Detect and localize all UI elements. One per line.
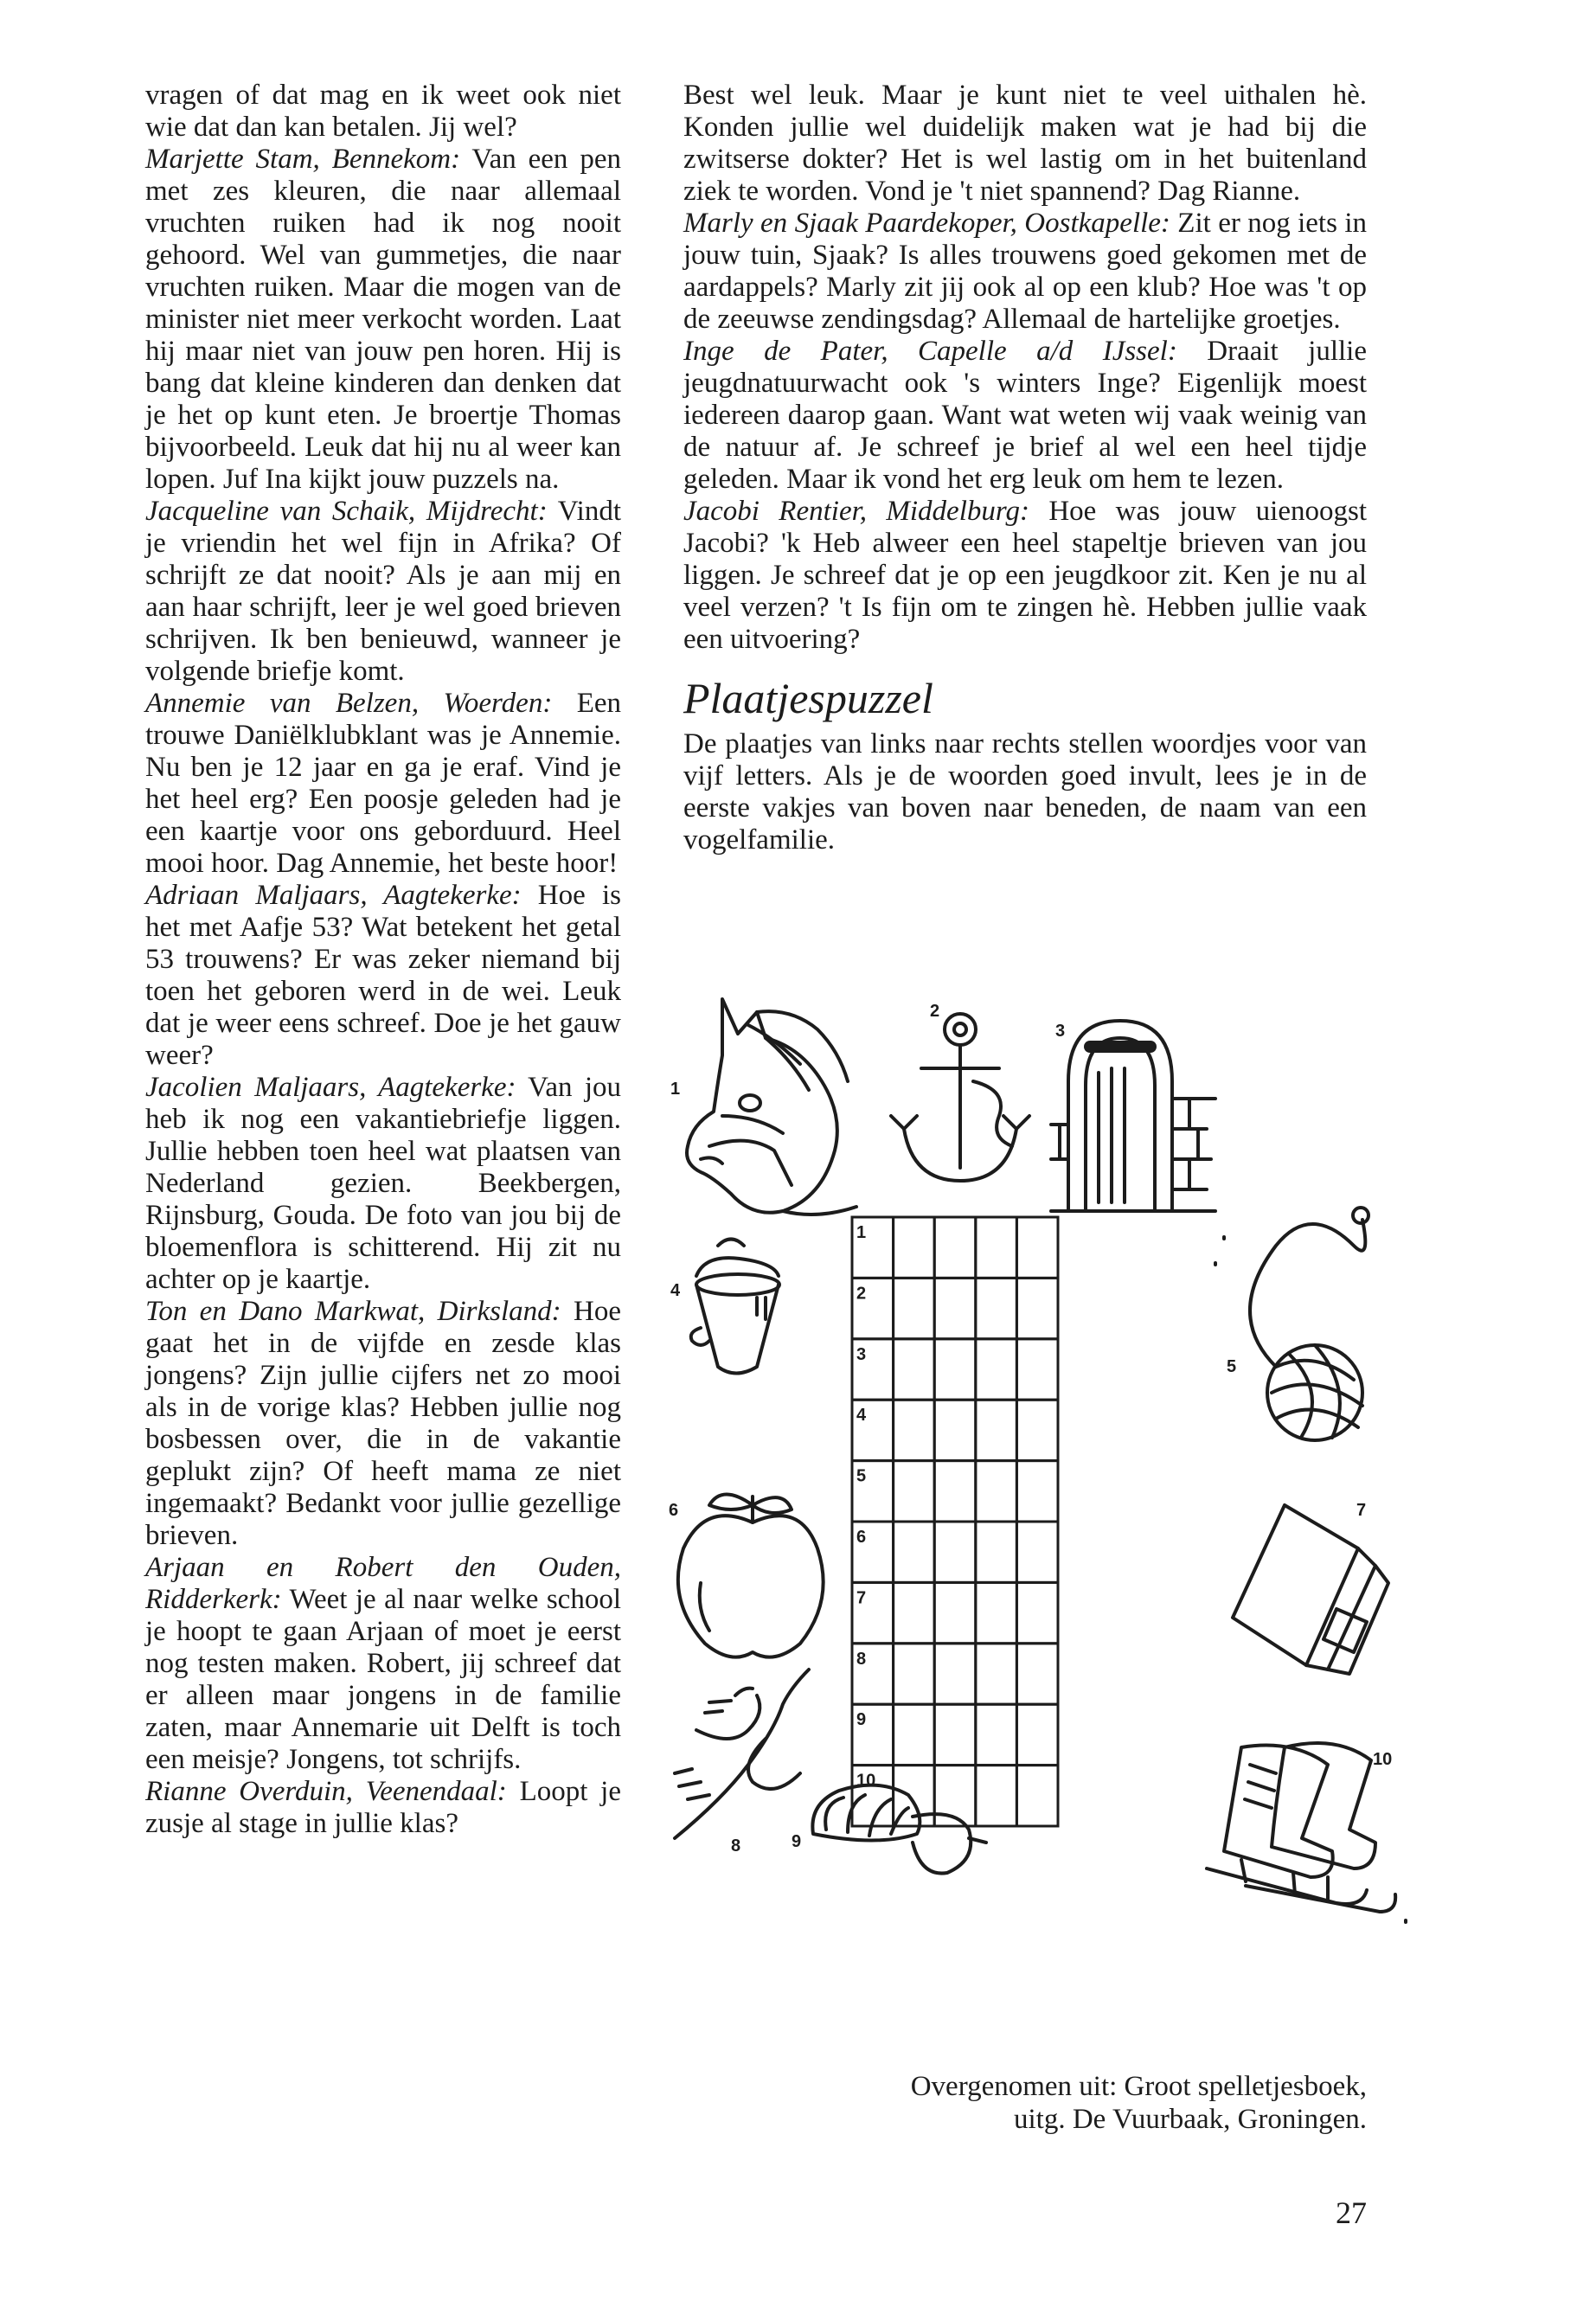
- row-number: 3: [856, 1344, 867, 1364]
- grid-cell[interactable]: [1016, 1339, 1058, 1400]
- grid-cell[interactable]: [894, 1461, 935, 1522]
- letter-reply: Adriaan Maljaars, Aagtekerke: Hoe is het met Aafje 53? Wat betekent het getal 53 trouwens? Er was zeker niemand bij toen het geboren werd in de wei. Leuk dat je weer eens schreef. Doe je het gauw weer?: [145, 880, 621, 1071]
- grid-cell[interactable]: [976, 1522, 1017, 1582]
- row-number: 6: [856, 1528, 867, 1547]
- letter-reply: Arjaan en Robert den Ouden, Ridderkerk: Weet je al naar welke school je hoopt te gaan Arjaan of moet je eerst nog testen maken. Robert, jij schreef dat er alleen maar jongens in de familie zaten, maar Annemarie uit Delft is toch een meisje? Jongens, tot schrijfs.: [145, 1552, 621, 1775]
- crossword-grid: [852, 1217, 1058, 1826]
- row-number: 2: [856, 1284, 867, 1304]
- arched-gate-icon: [1051, 1021, 1215, 1211]
- grid-cell[interactable]: [1016, 1461, 1058, 1522]
- picture-number: 9: [792, 1832, 802, 1851]
- anchor-icon: [891, 1014, 1029, 1181]
- row-number: 8: [856, 1649, 867, 1669]
- row-number: 10: [856, 1771, 876, 1791]
- letter-reply: Rianne Overduin, Veenendaal: Loopt je zusje al stage in jullie klas?: [145, 1776, 621, 1839]
- letter-reply: Ton en Dano Markwat, Dirksland: Hoe gaat het in de vijfde en zesde klas jongens? Zijn jullie cijfers net zo mooi als in de vorige klas? Hebben jullie nog bosbessen over, die in de vakantie geplukt zijn? Of heeft mama ze niet ingemaakt? Bedankt voor jullie gezellige brieven.: [145, 1296, 621, 1551]
- row-number: 7: [856, 1588, 867, 1608]
- ice-skates-icon: [1207, 1743, 1395, 1912]
- puzzle-illustration: [670, 986, 1397, 1990]
- grid-cell[interactable]: [934, 1400, 976, 1460]
- river-landscape-icon: [675, 1670, 809, 1838]
- picture-puzzle: [670, 986, 1397, 1990]
- grid-cell[interactable]: [934, 1522, 976, 1582]
- credit: [744, 2070, 1367, 2136]
- grid-cell[interactable]: [1016, 1644, 1058, 1704]
- grid-cell[interactable]: [894, 1278, 935, 1338]
- picture-number: 3: [1055, 1022, 1066, 1041]
- picture-number: 2: [930, 1002, 940, 1021]
- grid-cell[interactable]: [894, 1644, 935, 1704]
- picture-number: 4: [670, 1281, 681, 1300]
- grid-cell[interactable]: [1016, 1278, 1058, 1338]
- right-column: [683, 80, 1367, 856]
- grid-cell[interactable]: [894, 1217, 935, 1278]
- letter-reply: Jacobi Rentier, Middelburg: Hoe was jouw uienoogst Jacobi? 'k Heb alweer een heel stapeltje brieven van jou liggen. Je schreef dat je op een jeugdkoor zit. Ken je nu al veel verzen? 't Is fijn om te zingen hè. Hebben jullie vaak een uitvoering?: [683, 496, 1367, 655]
- grid-cell[interactable]: [976, 1339, 1017, 1400]
- grid-cell[interactable]: [894, 1582, 935, 1643]
- letter-reply: Marly en Sjaak Paardekoper, Oostkapelle: Zit er nog iets in jouw tuin, Sjaak? Is alles trouwens goed gekomen met de aardappels? Marly zit jij ook al op een klub? Hoe was 't op de zeeuwse zendingsdag? Allemaal de hartelijke groetjes.: [683, 208, 1367, 335]
- grid-cell[interactable]: [976, 1766, 1017, 1826]
- picture-number: 10: [1373, 1750, 1393, 1769]
- grid-cell[interactable]: [934, 1339, 976, 1400]
- letter-reply: Annemie van Belzen, Woerden: Een trouwe Daniëlklubklant was je Annemie. Nu ben je 12 jaar en ga je eraf. Vind je het heel erg? Een poosje geleden had je een kaartje voor ons geborduurd. Heel mooi hoor. Dag Annemie, het beste hoor!: [145, 688, 621, 879]
- row-number: 9: [856, 1710, 867, 1730]
- grid-cell[interactable]: [1016, 1766, 1058, 1826]
- page-number: 27: [1336, 2195, 1367, 2230]
- grid-cell[interactable]: [934, 1704, 976, 1765]
- grid-cell[interactable]: [1016, 1400, 1058, 1460]
- ball-of-yarn-icon: [1250, 1208, 1368, 1440]
- picture-number: 1: [670, 1080, 681, 1099]
- picture-number: 8: [731, 1836, 741, 1856]
- grid-cell[interactable]: [894, 1400, 935, 1460]
- grid-cell[interactable]: [934, 1644, 976, 1704]
- grid-cell[interactable]: [934, 1582, 976, 1643]
- grid-cell[interactable]: [976, 1217, 1017, 1278]
- bucket-icon: [691, 1240, 779, 1374]
- grid-cell[interactable]: [894, 1522, 935, 1582]
- letter-reply-continued: Best wel leuk. Maar je kunt niet te veel uithalen hè. Konden jullie wel duidelijk maken wat je had bij die zwitserse dokter? Het is wel lastig om in het buitenland ziek te worden. Vond je 't niet spannend? Dag Rianne.: [683, 80, 1367, 207]
- grid-cell[interactable]: [1016, 1522, 1058, 1582]
- grid-cell[interactable]: [976, 1400, 1017, 1460]
- grid-cell[interactable]: [934, 1278, 976, 1338]
- grid-cell[interactable]: [1016, 1217, 1058, 1278]
- picture-number: 7: [1356, 1501, 1367, 1520]
- left-column: [145, 80, 621, 1840]
- grid-cell[interactable]: [894, 1339, 935, 1400]
- grid-cell[interactable]: [934, 1217, 976, 1278]
- apple-icon: [678, 1495, 824, 1657]
- letter-reply-intro: vragen of dat mag en ik weet ook niet wie dat dan kan betalen. Jij wel?: [145, 80, 621, 143]
- picture-number: 5: [1227, 1357, 1237, 1376]
- acorn-icon: [812, 1785, 986, 1874]
- grid-cell[interactable]: [976, 1278, 1017, 1338]
- letter-reply: Inge de Pater, Capelle a/d IJssel: Draait jullie jeugdnatuurwacht ook 's winters Inge? Eigenlijk moest iedereen daarop gaan. Want wat weten wij vaak weinig van de natuur af. Je schreef je brief al wel een heel tijdje geleden. Maar ik vond het erg leuk om hem te lezen.: [683, 336, 1367, 495]
- letter-reply: Marjette Stam, Bennekom: Van een pen met zes kleuren, die naar allemaal vruchten ruiken had ik nog nooit gehoord. Wel van gummetjes, die naar vruchten ruiken. Maar die mogen van de minister niet meer verkocht worden. Laat hij maar niet van jouw pen horen. Hij is bang dat kleine kinderen dan denken dat je het op kunt eten. Je broertje Thomas bijvoorbeeld. Leuk dat hij nu al weer kan lopen. Juf Ina kijkt jouw puzzels na.: [145, 144, 621, 495]
- grid-cell[interactable]: [976, 1704, 1017, 1765]
- row-number: 5: [856, 1466, 867, 1486]
- grid-cell[interactable]: [976, 1644, 1017, 1704]
- grid-cell[interactable]: [976, 1582, 1017, 1643]
- picture-number: 6: [669, 1501, 679, 1520]
- grid-cell[interactable]: [934, 1461, 976, 1522]
- row-number: 1: [856, 1223, 867, 1242]
- credit-line: uitg. De Vuurbaak, Groningen.: [1014, 2104, 1367, 2135]
- credit-line: Overgenomen uit: Groot spelletjesboek,: [910, 2071, 1367, 2102]
- photo-album-icon: [1233, 1505, 1388, 1674]
- horse-head-icon: [687, 999, 856, 1215]
- grid-cell[interactable]: [1016, 1582, 1058, 1643]
- letter-reply: Jacolien Maljaars, Aagtekerke: Van jou heb ik nog een vakantiebriefje liggen. Jullie hebben toen heel wat plaatsen van Nederland gezien. Beekbergen, Rijnsburg, Gouda. De foto van jou bij de bloemenflora is schitterend. Hij zit nu achter op je kaartje.: [145, 1072, 621, 1295]
- letter-reply: Jacqueline van Schaik, Mijdrecht: Vindt je vriendin het wel fijn in Afrika? Of schrijft ze dat nooit? Als je aan mij en aan haar schrijft, leer je wel goed brieven schrijven. Ik ben benieuwd, wanneer je volgende briefje komt.: [145, 496, 621, 687]
- row-number: 4: [856, 1406, 867, 1426]
- puzzle-title: Plaatjespuzzel: [683, 674, 933, 722]
- grid-cell[interactable]: [1016, 1704, 1058, 1765]
- puzzle-intro: De plaatjes van links naar rechts stellen woordjes voor van vijf letters. Als je de woorden goed invult, lees je in de eerste vakjes van boven naar beneden, de naam van een vogelfamilie.: [683, 728, 1367, 856]
- grid-cell[interactable]: [894, 1704, 935, 1765]
- grid-cell[interactable]: [976, 1461, 1017, 1522]
